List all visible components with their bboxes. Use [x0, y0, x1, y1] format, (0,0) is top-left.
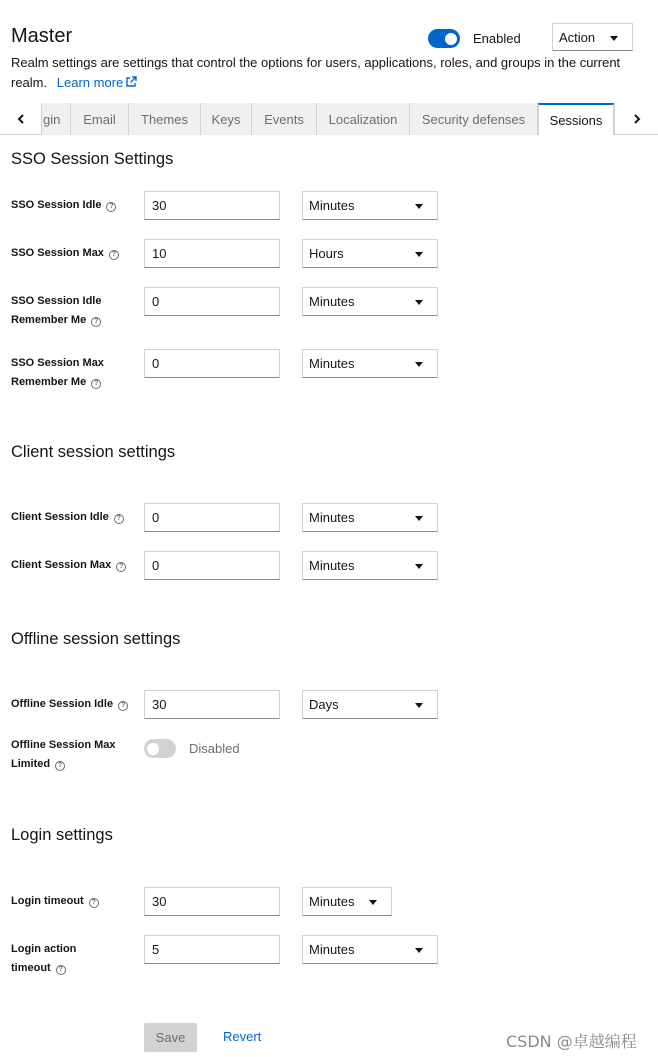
- label-text: timeout: [11, 962, 51, 974]
- offline-idle-unit-select[interactable]: [302, 690, 438, 719]
- sso-idle-input[interactable]: 30: [144, 191, 280, 220]
- client-max-unit-select[interactable]: [302, 551, 438, 580]
- caret-down-icon: [415, 362, 423, 367]
- caret-down-icon: [415, 516, 423, 521]
- client-max-label: [11, 556, 136, 575]
- chevron-right-icon: [633, 114, 641, 124]
- label-text: Remember Me: [11, 314, 87, 326]
- tab-security-defenses[interactable]: [410, 103, 538, 135]
- revert-button[interactable]: Revert: [223, 1029, 262, 1044]
- client-max-input[interactable]: 0: [144, 551, 280, 580]
- tab-label: gin: [43, 111, 61, 127]
- learn-more-label: Learn more: [56, 74, 124, 90]
- watermark: CSDN @卓越编程: [506, 1032, 637, 1051]
- sso-max-remember-unit-select[interactable]: [302, 349, 438, 378]
- switch-knob: [147, 743, 159, 755]
- offline-max-limited-label: [11, 736, 136, 774]
- save-button[interactable]: Save: [144, 1023, 197, 1052]
- enabled-toggle[interactable]: [428, 29, 460, 48]
- help-icon[interactable]: ?: [118, 701, 128, 711]
- realm-tabs: [0, 103, 658, 135]
- sso-max-remember-label: [11, 354, 136, 392]
- sso-idle-remember-unit-select[interactable]: [302, 287, 438, 316]
- login-action-timeout-label: [11, 940, 136, 978]
- login-section-title: Login settings: [11, 826, 113, 844]
- caret-down-icon: [415, 204, 423, 209]
- tab-sessions[interactable]: [538, 103, 614, 135]
- client-idle-input[interactable]: 0: [144, 503, 280, 532]
- tab-label: Events: [264, 111, 304, 127]
- select-value: Minutes: [309, 198, 355, 213]
- tab-themes[interactable]: [129, 103, 201, 135]
- select-value: Minutes: [309, 558, 355, 573]
- label-text: SSO Session Max: [11, 357, 104, 369]
- tabs-scroll-right-button[interactable]: [614, 103, 658, 135]
- select-value: Days: [309, 697, 339, 712]
- label-text: Client Session Max: [11, 559, 112, 571]
- toggle-knob: [445, 33, 457, 45]
- help-icon[interactable]: ?: [91, 379, 101, 389]
- tab-keys[interactable]: [201, 103, 252, 135]
- login-action-timeout-input[interactable]: 5: [144, 935, 280, 964]
- caret-down-icon: [610, 36, 618, 41]
- client-idle-unit-select[interactable]: [302, 503, 438, 532]
- tab-label: Localization: [328, 111, 398, 127]
- caret-down-icon: [415, 948, 423, 953]
- realm-description: [11, 53, 626, 92]
- sso-max-label: [11, 244, 136, 263]
- offline-max-limited-switch[interactable]: [144, 739, 176, 758]
- tab-events[interactable]: [252, 103, 317, 135]
- help-icon[interactable]: ?: [55, 761, 65, 771]
- login-timeout-unit-select[interactable]: [302, 887, 392, 916]
- sso-idle-remember-input[interactable]: 0: [144, 287, 280, 316]
- offline-section-title: Offline session settings: [11, 630, 181, 648]
- tab-label: Themes: [141, 111, 188, 127]
- sso-max-remember-input[interactable]: 0: [144, 349, 280, 378]
- help-icon[interactable]: ?: [106, 202, 116, 212]
- sso-idle-label: [11, 196, 136, 215]
- caret-down-icon: [415, 300, 423, 305]
- caret-down-icon: [415, 564, 423, 569]
- caret-down-icon: [369, 900, 377, 905]
- offline-idle-label: [11, 695, 136, 714]
- caret-down-icon: [415, 252, 423, 257]
- tab-email[interactable]: [71, 103, 129, 135]
- description-text: Realm settings are settings that control the options for users, applications, roles, and groups in the current realm.: [11, 55, 621, 90]
- tab-label: Email: [83, 111, 116, 127]
- label-text: Login action: [11, 943, 77, 955]
- offline-max-limited-state: Disabled: [189, 741, 240, 756]
- select-value: Hours: [309, 246, 344, 261]
- client-section-title: Client session settings: [11, 443, 176, 461]
- sso-idle-remember-label: [11, 292, 136, 330]
- tab-label: Security defenses: [421, 111, 526, 127]
- help-icon[interactable]: ?: [91, 317, 101, 327]
- label-text: Login timeout: [11, 895, 84, 907]
- page-title: Master: [11, 25, 73, 47]
- chevron-left-icon: [17, 114, 25, 124]
- offline-idle-input[interactable]: 30: [144, 690, 280, 719]
- help-icon[interactable]: ?: [89, 898, 99, 908]
- caret-down-icon: [415, 703, 423, 708]
- enabled-label: Enabled: [473, 31, 521, 46]
- sso-idle-unit-select[interactable]: [302, 191, 438, 220]
- select-value: Minutes: [309, 510, 355, 525]
- login-timeout-label: [11, 892, 136, 911]
- external-link-icon: [125, 76, 137, 88]
- help-icon[interactable]: ?: [56, 965, 66, 975]
- action-dropdown-label: Action: [559, 30, 596, 45]
- label-text: Remember Me: [11, 376, 87, 388]
- learn-more-link[interactable]: [57, 75, 137, 90]
- tab-login[interactable]: [42, 103, 71, 135]
- help-icon[interactable]: ?: [114, 514, 124, 524]
- label-text: SSO Session Max: [11, 247, 104, 259]
- select-value: Minutes: [309, 894, 355, 909]
- label-text: Offline Session Max: [11, 739, 116, 751]
- tab-localization[interactable]: [317, 103, 410, 135]
- client-idle-label: [11, 508, 136, 527]
- label-text: Offline Session Idle: [11, 698, 114, 710]
- help-icon[interactable]: ?: [109, 250, 119, 260]
- sso-section-title: SSO Session Settings: [11, 150, 174, 168]
- login-action-timeout-unit-select[interactable]: [302, 935, 438, 964]
- help-icon[interactable]: ?: [116, 562, 126, 572]
- action-dropdown[interactable]: [552, 23, 633, 51]
- select-value: Minutes: [309, 356, 355, 371]
- tab-label: Sessions: [549, 112, 603, 128]
- login-timeout-input[interactable]: 30: [144, 887, 280, 916]
- label-text: SSO Session Idle: [11, 295, 102, 307]
- tab-label: Keys: [211, 111, 241, 127]
- label-text: SSO Session Idle: [11, 199, 102, 211]
- sso-max-input[interactable]: 10: [144, 239, 280, 268]
- label-text: Limited: [11, 758, 51, 770]
- tabs-scroll-left-button[interactable]: [0, 103, 42, 135]
- select-value: Minutes: [309, 942, 355, 957]
- label-text: Client Session Idle: [11, 511, 109, 523]
- sso-max-unit-select[interactable]: [302, 239, 438, 268]
- select-value: Minutes: [309, 294, 355, 309]
